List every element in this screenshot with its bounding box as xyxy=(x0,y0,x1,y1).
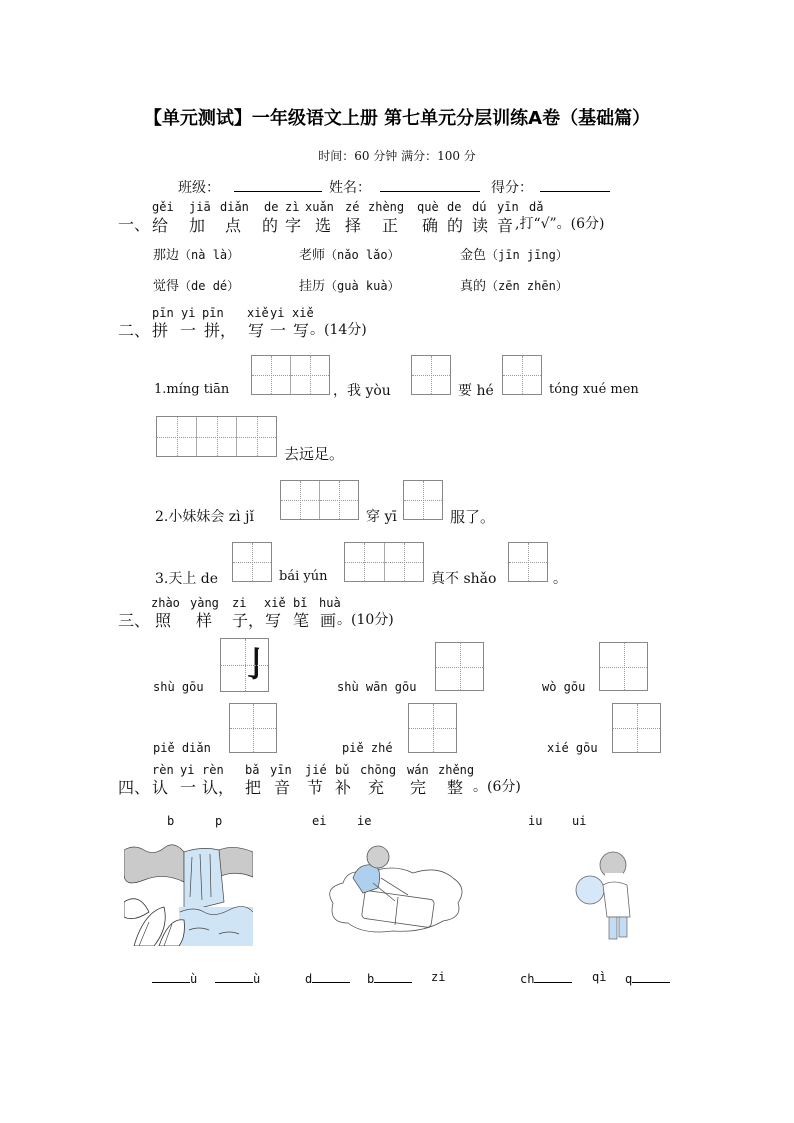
hanzi: 子， xyxy=(232,611,265,630)
name-label: 姓名： xyxy=(329,180,371,196)
q1-text-d: tóng xué men xyxy=(549,382,639,397)
writing-grid[interactable] xyxy=(403,480,443,520)
hanzi: 认， xyxy=(202,778,235,797)
writing-grid[interactable] xyxy=(411,355,451,395)
answer-reading[interactable]: d xyxy=(305,970,350,986)
stroke-grid[interactable] xyxy=(612,703,661,753)
hanzi: 写 xyxy=(293,321,310,340)
pinyin: zhěng xyxy=(438,763,475,777)
hanzi: 音 xyxy=(274,778,291,797)
pinyin: rèn xyxy=(152,763,174,777)
stroke-label: shù gōu xyxy=(153,680,204,694)
item-3[interactable]: 金色（jīn jīng） xyxy=(460,248,568,263)
option-label: ei xyxy=(312,814,327,828)
pinyin: zi xyxy=(232,596,247,610)
hanzi: 给 xyxy=(152,216,169,235)
hanzi: 的 xyxy=(262,216,279,235)
section-1-number: 一、 xyxy=(118,215,151,234)
pinyin: gěi xyxy=(152,200,174,214)
pinyin: bǔ xyxy=(335,763,350,777)
answer-waterfall[interactable]: ù xyxy=(152,970,197,986)
pinyin: dú xyxy=(472,200,487,214)
q1-text-c: 要 hé xyxy=(458,383,494,399)
section-3-instruction-tail: 。(10分) xyxy=(337,612,394,628)
option-label: iu xyxy=(528,814,543,828)
answer-balloon-qi: qì xyxy=(592,970,607,984)
hanzi: 样 xyxy=(196,611,213,630)
item-6[interactable]: 真的（zēn zhēn） xyxy=(460,279,568,294)
hanzi: 音 xyxy=(497,216,514,235)
section-1-instruction-tail: ,打“√”。(6分) xyxy=(515,216,605,232)
option-label: p xyxy=(215,814,223,828)
stroke-label: wò gōu xyxy=(542,680,586,694)
pinyin: què xyxy=(417,200,439,214)
answer-balloon-2[interactable]: q xyxy=(625,970,670,986)
writing-grid[interactable] xyxy=(280,480,359,520)
pinyin: yīn xyxy=(497,200,519,214)
pinyin: bǎ xyxy=(245,763,260,777)
pinyin: xiě xyxy=(292,306,314,320)
q2-text-b: 穿 yī xyxy=(366,509,397,525)
hanzi: 点 xyxy=(225,216,242,235)
stroke-label: xié gōu xyxy=(547,741,598,755)
hanzi: 笔 xyxy=(293,611,310,630)
q3-text-a: 3.天上 de xyxy=(155,571,219,587)
pinyin: dǎ xyxy=(529,200,544,214)
hanzi: 写 xyxy=(248,321,265,340)
stroke-label: shù wān gōu xyxy=(337,680,417,694)
hanzi: 补 xyxy=(335,778,352,797)
answer-waterfall-2[interactable]: ù xyxy=(215,970,260,986)
hanzi: 读 xyxy=(472,216,489,235)
pinyin: diǎn xyxy=(220,200,249,214)
hanzi: 加 xyxy=(189,216,206,235)
hanzi: 正 xyxy=(382,216,399,235)
pinyin: zhào xyxy=(151,596,180,610)
answer-reading-2[interactable]: b xyxy=(367,970,412,986)
section-2-number: 二、 xyxy=(118,321,151,340)
hanzi: 一 xyxy=(180,321,197,340)
q3-text-b: bái yún xyxy=(279,569,328,584)
q1-text-b: ，我 yòu xyxy=(333,383,391,399)
item-5[interactable]: 挂历（guà kuà） xyxy=(299,279,400,294)
hanzi: 完 xyxy=(410,778,427,797)
writing-grid[interactable] xyxy=(156,416,277,457)
q3-text-c: 真不 shǎo xyxy=(431,571,497,587)
boy-balloon-image xyxy=(575,845,650,945)
option-label: ui xyxy=(572,814,587,828)
answer-reading-zi: zi xyxy=(431,970,446,984)
hanzi: 一 xyxy=(270,321,287,340)
stroke-grid[interactable] xyxy=(435,642,484,691)
option-label: b xyxy=(167,814,175,828)
section-4-instruction-tail: 。(6分) xyxy=(473,779,521,795)
stroke-grid[interactable] xyxy=(599,642,648,691)
q1-text-a: 1.míng tiān xyxy=(154,382,230,397)
pinyin: yīn xyxy=(270,763,292,777)
pinyin: wán xyxy=(407,763,429,777)
child-reading-image xyxy=(323,843,468,938)
hanzi: 拼 xyxy=(152,321,169,340)
option-label: ie xyxy=(357,814,372,828)
class-field[interactable] xyxy=(234,177,322,196)
q2-text-c: 服了。 xyxy=(450,508,496,526)
pinyin: rèn xyxy=(202,763,224,777)
hanzi: 整 xyxy=(447,778,464,797)
exam-meta: 时间：60 分钟 满分：100 分 xyxy=(318,149,476,163)
pinyin: xuǎn xyxy=(305,200,334,214)
hanzi: 画 xyxy=(320,611,337,630)
hanzi: 的 xyxy=(447,216,464,235)
class-label: 班级： xyxy=(178,180,220,196)
pinyin: yi xyxy=(270,306,285,320)
item-1[interactable]: 那边（nà là） xyxy=(153,248,240,263)
pinyin: jié xyxy=(305,763,327,777)
hanzi: 写 xyxy=(265,611,282,630)
writing-grid[interactable] xyxy=(502,355,542,395)
section-2-instruction-tail: 。(14分) xyxy=(310,322,367,338)
q3-text-d: 。 xyxy=(553,571,567,587)
writing-grid[interactable] xyxy=(344,542,424,582)
pinyin: zhèng xyxy=(368,200,405,214)
pinyin: zé xyxy=(345,200,360,214)
hanzi: 确 xyxy=(422,216,439,235)
pinyin: huà xyxy=(319,596,341,610)
writing-grid[interactable] xyxy=(251,355,330,395)
answer-balloon[interactable]: ch xyxy=(520,970,572,986)
hanzi: 照 xyxy=(155,611,172,630)
q1-text-e: 去远足。 xyxy=(284,445,345,463)
hanzi: 择 xyxy=(345,216,362,235)
item-2[interactable]: 老师（nǎo lǎo） xyxy=(299,248,400,263)
writing-grid[interactable] xyxy=(508,542,548,582)
hanzi: 字 xyxy=(285,216,302,235)
pinyin: bǐ xyxy=(293,596,308,610)
hanzi: 把 xyxy=(245,778,262,797)
pinyin: xiě xyxy=(264,596,286,610)
hanzi: 节 xyxy=(307,778,324,797)
pinyin: yi xyxy=(180,763,195,777)
stroke-grid[interactable] xyxy=(229,703,277,753)
name-field[interactable] xyxy=(380,177,480,196)
pinyin: jiā xyxy=(189,200,211,214)
hanzi: 认 xyxy=(152,778,169,797)
stroke-label: piě zhé xyxy=(342,741,393,755)
score-label: 得分： xyxy=(491,180,533,196)
pinyin: de xyxy=(264,200,279,214)
pinyin: chōng xyxy=(360,763,397,777)
section-3-number: 三、 xyxy=(118,611,151,630)
hanzi: 选 xyxy=(315,216,332,235)
stroke-label: piě diǎn xyxy=(153,741,211,755)
stroke-grid[interactable] xyxy=(408,703,457,753)
page-title: 【单元测试】一年级语文上册 第七单元分层训练A卷（基础篇） xyxy=(143,108,651,129)
pinyin: xiě xyxy=(247,306,269,320)
pinyin: de xyxy=(447,200,462,214)
hanzi: 拼， xyxy=(204,321,237,340)
pinyin: pīn xyxy=(152,306,174,320)
q2-text-a: 2.小妹妹会 zì jǐ xyxy=(155,509,254,525)
pinyin: yi xyxy=(181,306,196,320)
item-4[interactable]: 觉得（de dé） xyxy=(153,279,240,294)
section-4-number: 四、 xyxy=(118,778,151,797)
hanzi: 一 xyxy=(180,778,197,797)
score-field[interactable] xyxy=(540,177,610,196)
writing-grid[interactable] xyxy=(232,542,272,582)
pinyin: zì xyxy=(285,200,300,214)
pinyin: yàng xyxy=(190,596,219,610)
pinyin: pīn xyxy=(202,306,224,320)
hanzi: 充 xyxy=(368,778,385,797)
stroke-grid-example xyxy=(220,638,273,692)
vertical-hook-glyph: 亅 xyxy=(239,645,273,685)
waterfall-image xyxy=(124,842,253,946)
